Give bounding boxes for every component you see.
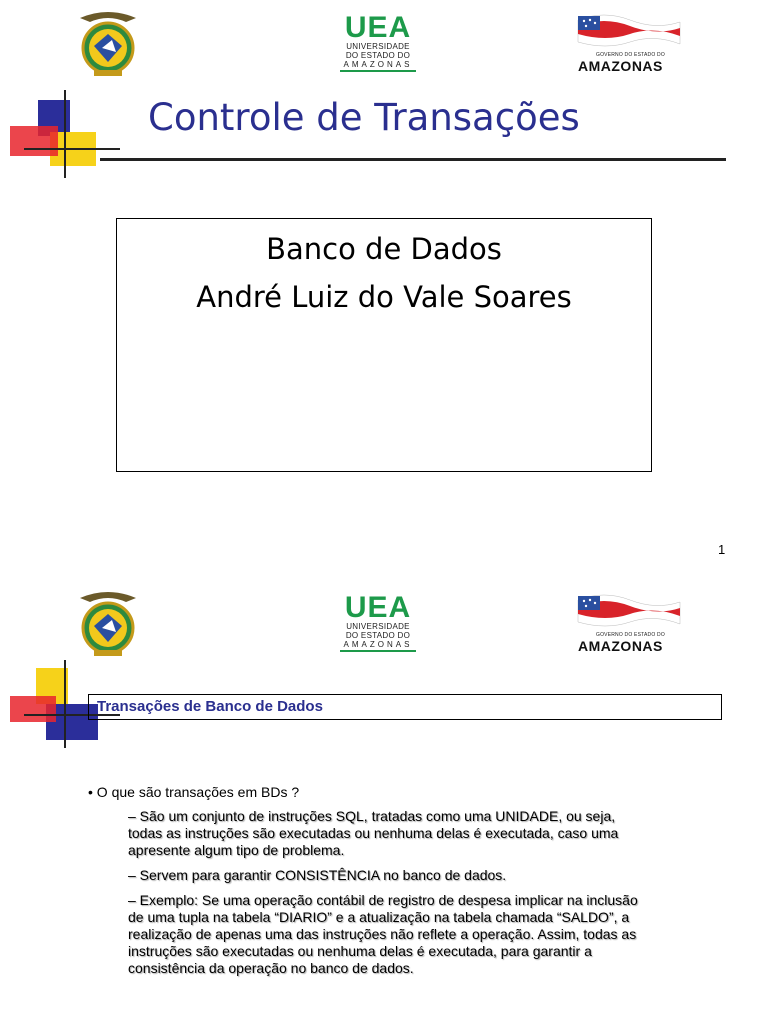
uea-logo-line3: AMAZONAS: [343, 60, 413, 69]
seal-emblem-icon: [72, 588, 144, 658]
uea-logo-name: UEA: [344, 591, 412, 624]
uea-logo-line2: DO ESTADO DO: [345, 631, 411, 640]
author-name: André Luiz do Vale Soares: [196, 280, 572, 314]
sub-item-purpose: – Servem para garantir CONSISTÊNCIA no banco de dados.: [128, 867, 507, 883]
amazonas-flag-icon: [574, 12, 684, 52]
title-underline: [100, 158, 726, 161]
uea-logo-line1: UNIVERSIDADE: [346, 622, 410, 631]
uea-logo: [340, 591, 416, 652]
slide-title-box: [88, 694, 722, 720]
gov-logo-big-text: AMAZONAS: [578, 58, 663, 74]
gov-logo-small-text: GOVERNO DO ESTADO DO: [596, 52, 665, 58]
seal-emblem-icon: [72, 8, 144, 78]
sub-item-example: – Exemplo: Se uma operação contábil de registro de despesa implicar na inclusão de uma tupla na tabela “DIARIO” e a atualização na tabela chamada “SALDO”, a realização de apenas uma das instruções não reflete a operação. Assim, todas as instruções são executadas ou nenhuma delas é executada, para garantir a consistência da operação no banco de dados.: [128, 892, 638, 976]
state-seal-logo: [72, 8, 144, 78]
uea-logo-line1: UNIVERSIDADE: [346, 42, 410, 51]
uea-logo: [340, 11, 416, 72]
uea-logo-underline: [340, 650, 416, 652]
slide-title: Transações de Banco de Dados: [97, 698, 323, 715]
uea-logo-line2: DO ESTADO DO: [345, 51, 411, 60]
uea-logo-line3: AMAZONAS: [343, 640, 413, 649]
course-info-box: [116, 218, 652, 472]
slide-title: Controle de Transações: [148, 96, 580, 139]
course-name: Banco de Dados: [266, 232, 502, 266]
slide-2: [0, 580, 768, 1024]
uea-logo-name: UEA: [344, 11, 412, 44]
gov-logo-big-text: AMAZONAS: [578, 638, 663, 654]
bullet-question: • O que são transações em BDs ?: [88, 784, 300, 800]
amazonas-government-logo: [574, 12, 684, 74]
sub-item-definition: – São um conjunto de instruções SQL, tratadas como uma UNIDADE, ou seja, todas as instruções são executadas ou nenhuma delas é executada, caso uma apresente algum tipo de problema.: [128, 808, 619, 858]
gov-logo-small-text: GOVERNO DO ESTADO DO: [596, 632, 665, 638]
uea-logo-underline: [340, 70, 416, 72]
page-number: 1: [718, 542, 726, 557]
corner-decoration: [10, 90, 120, 200]
slide-content: [88, 784, 648, 985]
state-seal-logo: [72, 588, 144, 658]
amazonas-flag-icon: [574, 592, 684, 632]
amazonas-government-logo: [574, 592, 684, 654]
